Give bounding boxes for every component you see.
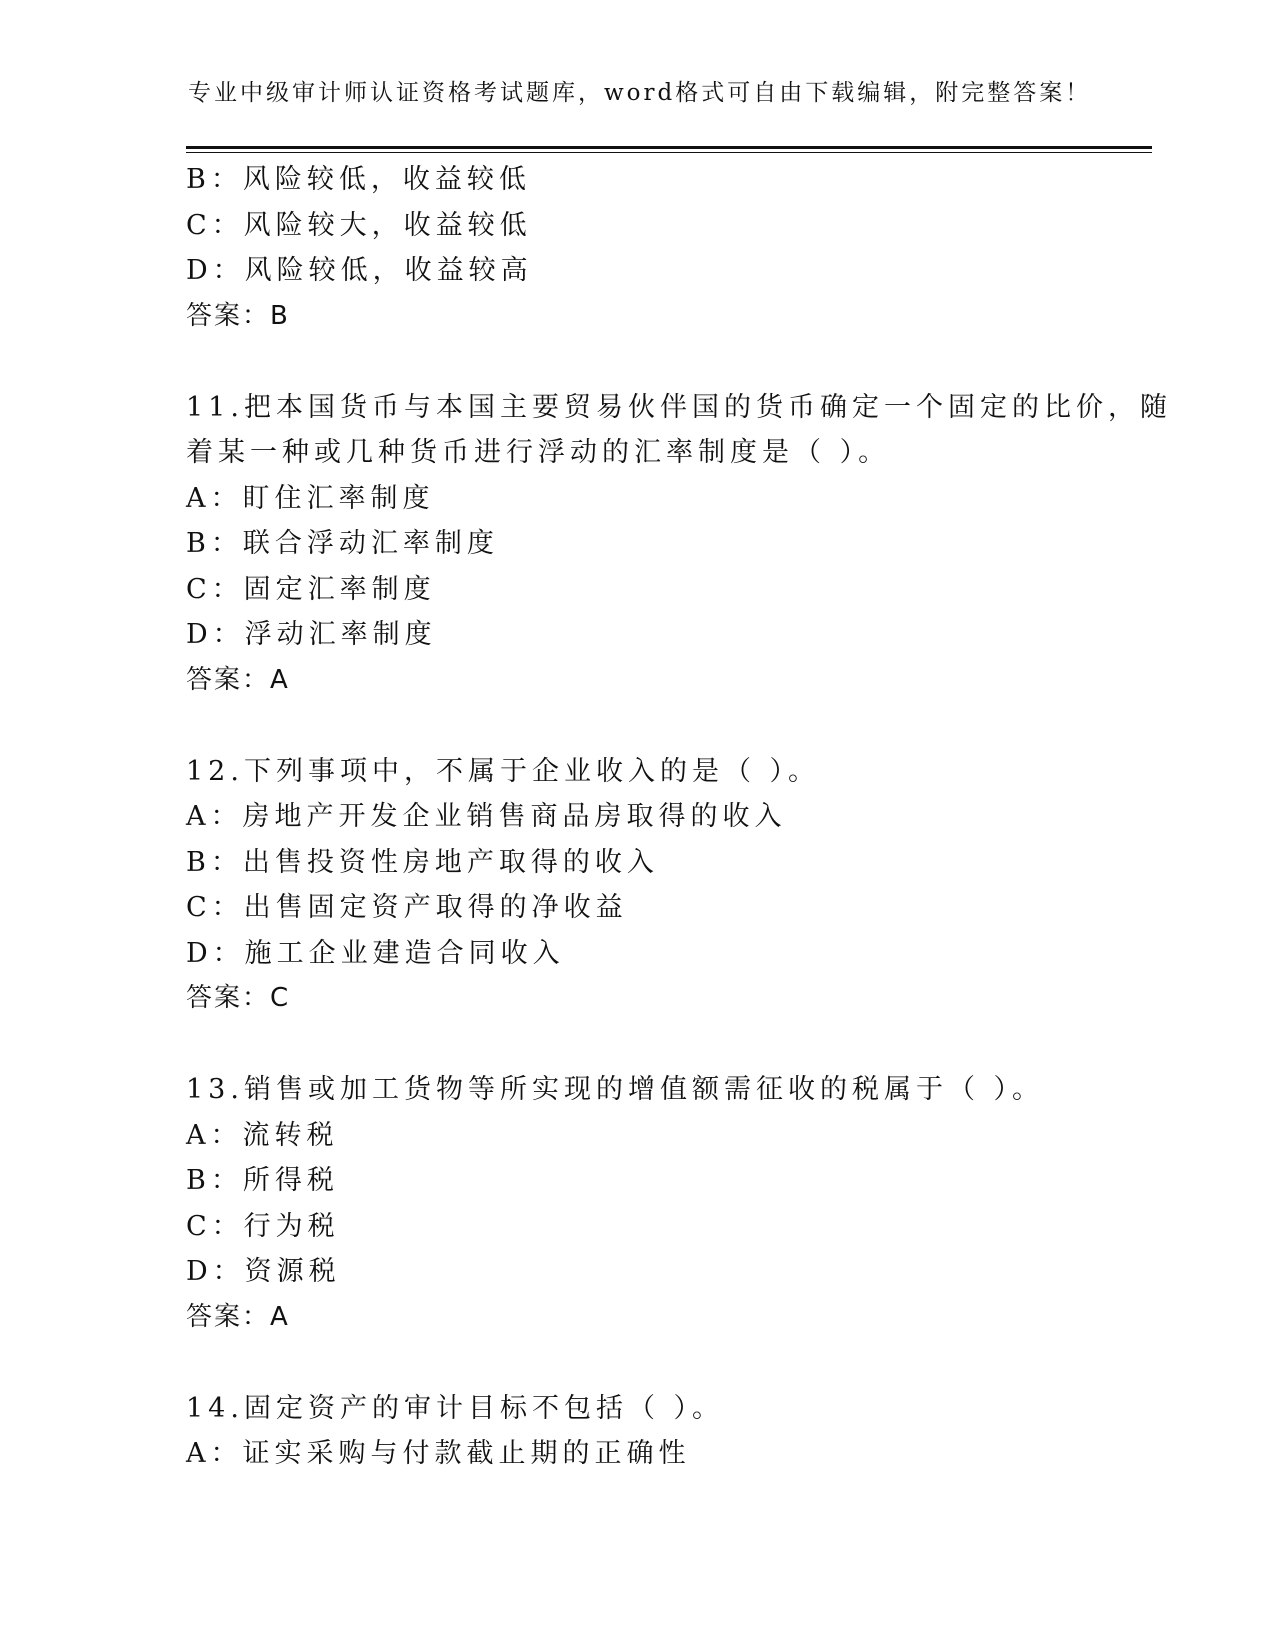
spacer — [186, 703, 1146, 749]
question-text: 12.下列事项中，不属于企业收入的是（ ）。 — [186, 755, 821, 787]
option-b: B：出售投资性房地产取得的收入 — [186, 846, 659, 878]
answer: 答案：B — [186, 300, 290, 331]
option-c: C：固定汇率制度 — [186, 573, 436, 605]
question-text: 14.固定资产的审计目标不包括（ ）。 — [186, 1392, 725, 1424]
option-a: A：房地产开发企业销售商品房取得的收入 — [186, 801, 787, 832]
question-13 — [186, 1067, 1146, 1340]
option-d: D：资源税 — [186, 1256, 341, 1287]
option-a: A：盯住汇率制度 — [186, 482, 435, 514]
spacer — [186, 1340, 1146, 1386]
option-c: C：出售固定资产取得的净收益 — [186, 892, 628, 923]
option-b: B：所得税 — [186, 1165, 339, 1196]
option-c: C：行为税 — [186, 1210, 340, 1242]
header-rule-thin — [186, 152, 1152, 153]
answer: 答案：A — [186, 664, 290, 695]
option-b: B：联合浮动汇率制度 — [186, 528, 499, 559]
header-rule-thick — [186, 146, 1152, 149]
question-list — [186, 157, 1172, 1477]
option-c: C：风险较大，收益较低 — [186, 209, 532, 241]
page-header: 专业中级审计师认证资格考试题库，word格式可自由下载编辑，附完整答案！ — [188, 80, 1092, 106]
question-14 — [186, 1386, 1146, 1477]
question-10-tail — [186, 157, 1146, 339]
answer: 答案：A — [186, 1301, 290, 1332]
option-d: D：施工企业建造合同收入 — [186, 937, 565, 969]
option-d: D：风险较低，收益较高 — [186, 255, 533, 286]
question-text-line-2: 着某一种或几种货币进行浮动的汇率制度是（ ）。 — [186, 437, 891, 468]
option-b: B：风险较低，收益较低 — [186, 164, 531, 195]
question-12 — [186, 749, 1146, 1022]
question-text-line-1: 11.把本国货币与本国主要贸易伙伴国的货币确定一个固定的比价，随 — [186, 391, 1172, 423]
question-text: 13.销售或加工货物等所实现的增值额需征收的税属于（ ）。 — [186, 1074, 1045, 1105]
spacer — [186, 1022, 1146, 1068]
answer: 答案：C — [186, 983, 291, 1013]
option-a: A：流转税 — [186, 1119, 339, 1151]
option-a: A：证实采购与付款截止期的正确性 — [186, 1438, 691, 1469]
spacer — [186, 339, 1146, 385]
option-d: D：浮动汇率制度 — [186, 619, 437, 650]
question-11 — [186, 385, 1172, 704]
